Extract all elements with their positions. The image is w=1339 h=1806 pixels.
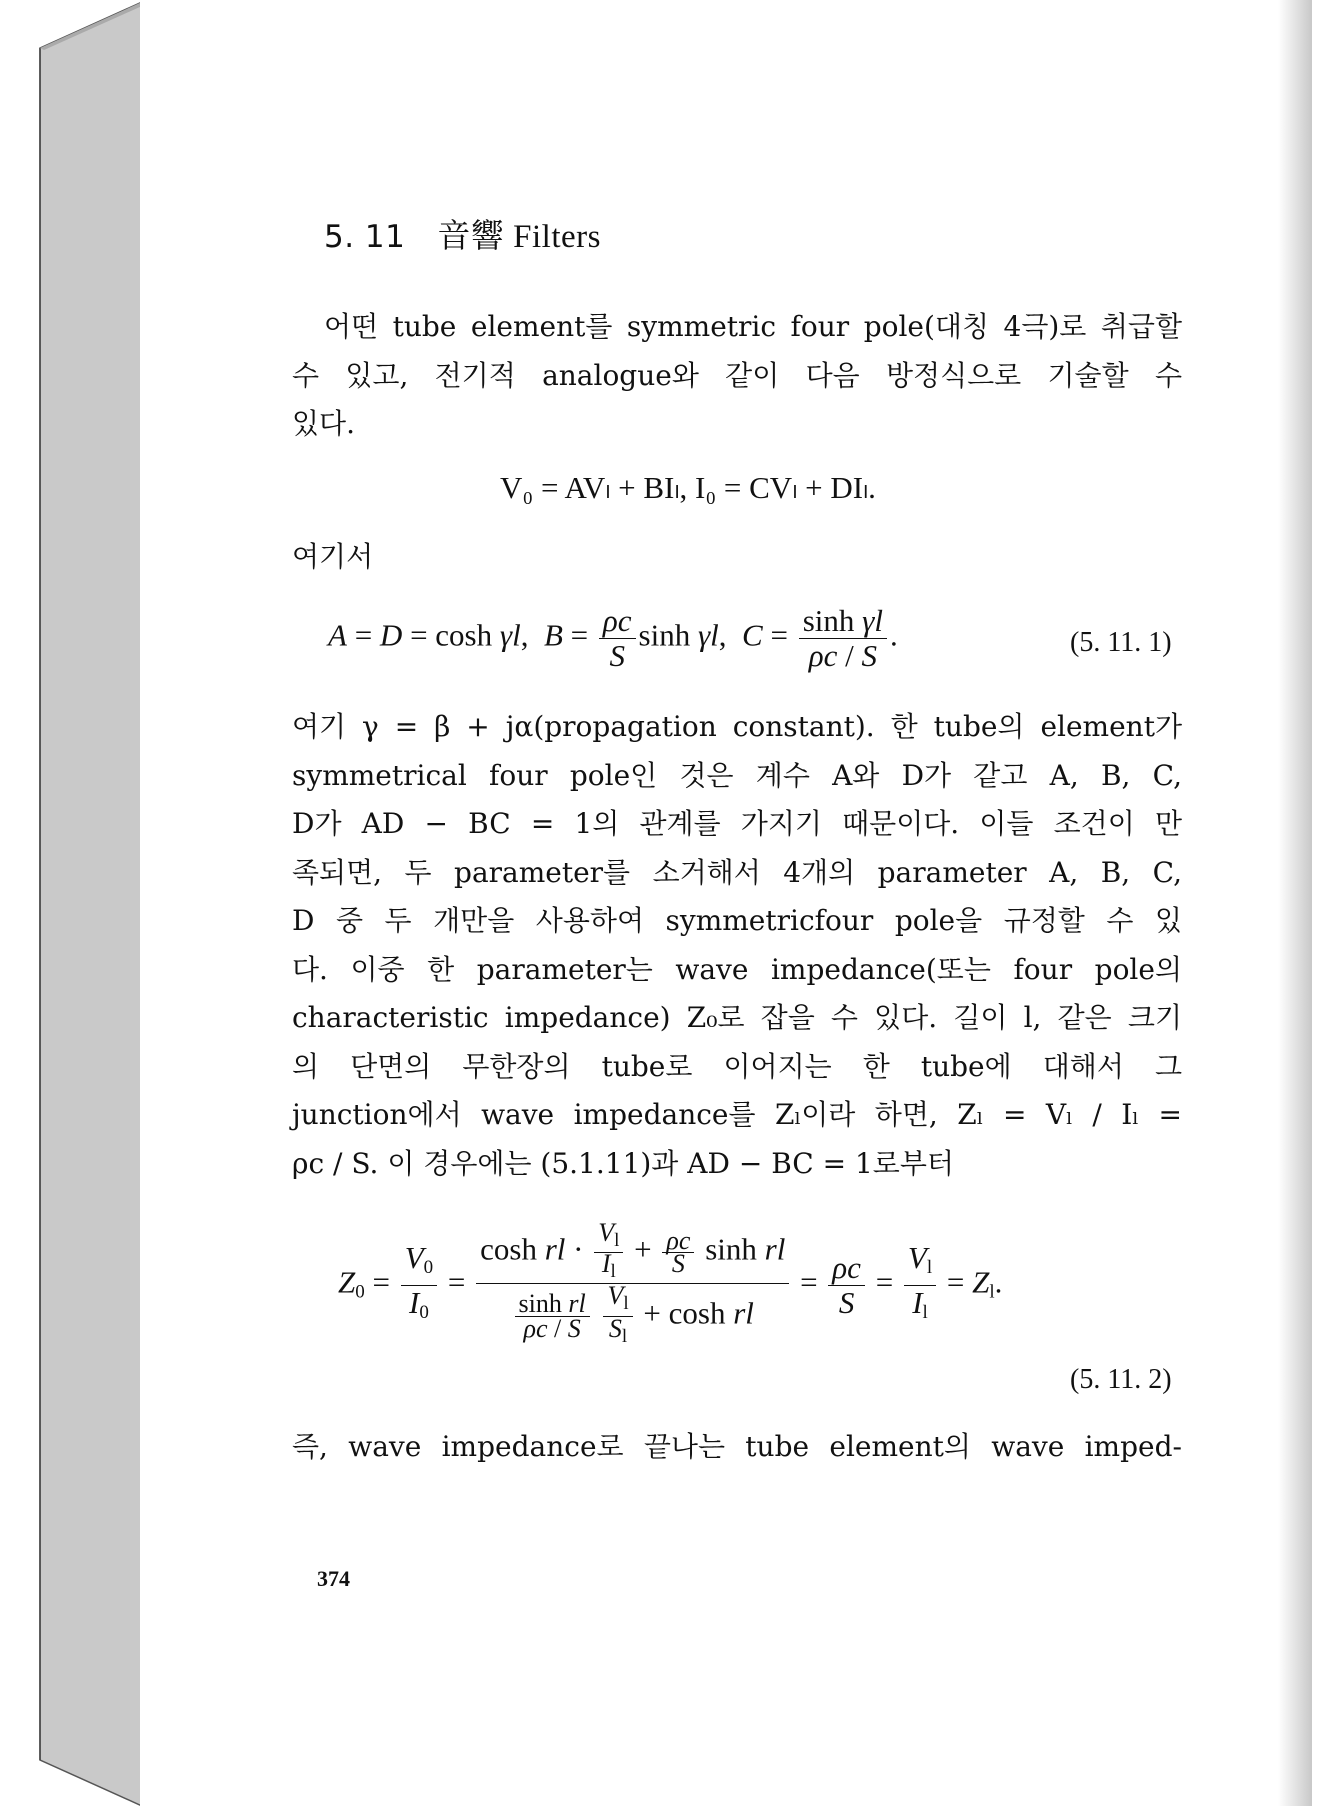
- text-line: 여기서: [292, 540, 374, 573]
- equation-5-11-1: A = D = cosh γl, B = $\frac{\rho c}{S}$ sinh γl, C = $\frac{\text{sinh γl}}{\rho c / S}$ .: [328, 603, 898, 673]
- text-line: D 중 두 개만을 사용하여 symmetricfour pole을 규정할 수 있: [292, 904, 1182, 937]
- fraction: $\frac{V_l}{S_l}$: [603, 1284, 632, 1349]
- text-line: D가 AD − BC = 1의 관계를 가지기 때문이다. 이들 조건이 만: [292, 807, 1182, 840]
- paragraph-1: [292, 303, 1182, 449]
- text-line: 수 있고, 전기적 analogue와 같이 다음 방정식으로 기술할 수: [292, 358, 1182, 392]
- text-line: 여기 γ = β + jα(propagation constant). 한 tube의 element가: [292, 710, 1182, 743]
- section-title: 音響 Filters: [437, 219, 601, 255]
- text-line: 즉, wave impedance로 끝나는 tube element의 wave imped-: [292, 1430, 1182, 1463]
- text-line: characteristic impedance) Z₀로 잡을 수 있다. 길이 l, 같은 크기: [292, 1001, 1182, 1034]
- fraction: $\frac{\text{sinh γl}}{\rho c / S}$: [799, 604, 887, 673]
- fraction: $\frac{V_l}{I_l}$: [594, 1222, 623, 1283]
- page-edge-shadow: [1278, 0, 1312, 1806]
- text-line: 어떤 tube element를 symmetric four pole(대칭 4극)로 취급할: [324, 310, 1182, 343]
- equation-label-5-11-2: (5. 11. 2): [1070, 1364, 1172, 1395]
- equation-label-5-11-1: (5. 11. 1): [1070, 627, 1172, 658]
- text-line: 있다.: [292, 407, 355, 440]
- fraction-large: cosh rl · $\frac{V_l}{I_l}$ + $\frac{\rho c}{S}$ sinh rl $\frac{\text{sinh rl}}{\rho c / S}$ $\frac{V_l}{S_l}$ + cosh rl: [476, 1222, 789, 1349]
- text-line: ρc / S. 이 경우에는 (5.1.11)과 AD − BC = 1로부터: [292, 1146, 954, 1180]
- equation-5-11-2: $Z_0$ = $\frac{V_0}{I_0}$ = cosh rl · $\frac{V_l}{I_l}$ + $\frac{\rho c}{S}$ sinh rl $\frac{\text{sinh rl}}{\rho c / S}$ $\frac{V_l}{S_l}$ + cosh rl = $\frac{\rho c}{S}$ = $\frac{V_l}{I_l}$ = $Z_l$.: [338, 1218, 1003, 1347]
- text-line: 의 단면의 무한장의 tube로 이어지는 한 tube에 대해서 그: [292, 1049, 1182, 1083]
- text-line: junction에서 wave impedance를 Zₗ이라 하면, Zₗ = Vₗ / Iₗ =: [292, 1098, 1182, 1131]
- fraction: $\frac{V_l}{I_l}$: [904, 1241, 936, 1330]
- section-number: 5. 11: [324, 219, 406, 255]
- fraction: $\frac{\rho c}{S}$: [599, 604, 636, 673]
- text-line: 족되면, 두 parameter를 소거해서 4개의 parameter A, B, C,: [292, 855, 1182, 889]
- fraction: $\frac{V_0}{I_0}$: [401, 1241, 437, 1330]
- section-heading: [324, 210, 601, 257]
- fraction: $\frac{\rho c}{S}$: [828, 1251, 865, 1320]
- page-number: 374: [317, 1566, 350, 1591]
- paragraph-3: [292, 703, 1182, 1188]
- text-line: symmetrical four pole인 것은 계수 A와 D가 같고 A, B, C,: [292, 758, 1182, 792]
- paragraph-2: [292, 533, 1182, 582]
- equation-four-pole: V₀ = AVₗ + BIₗ, I₀ = CVₗ + DIₗ.: [500, 470, 876, 505]
- text-line: 다. 이중 한 parameter는 wave impedance(또는 four pole의: [292, 952, 1182, 986]
- paragraph-4: [292, 1423, 1182, 1472]
- fraction: $\frac{\rho c}{S}$: [662, 1230, 694, 1275]
- fraction: $\frac{\text{sinh rl}}{\rho c / S}$: [515, 1292, 590, 1341]
